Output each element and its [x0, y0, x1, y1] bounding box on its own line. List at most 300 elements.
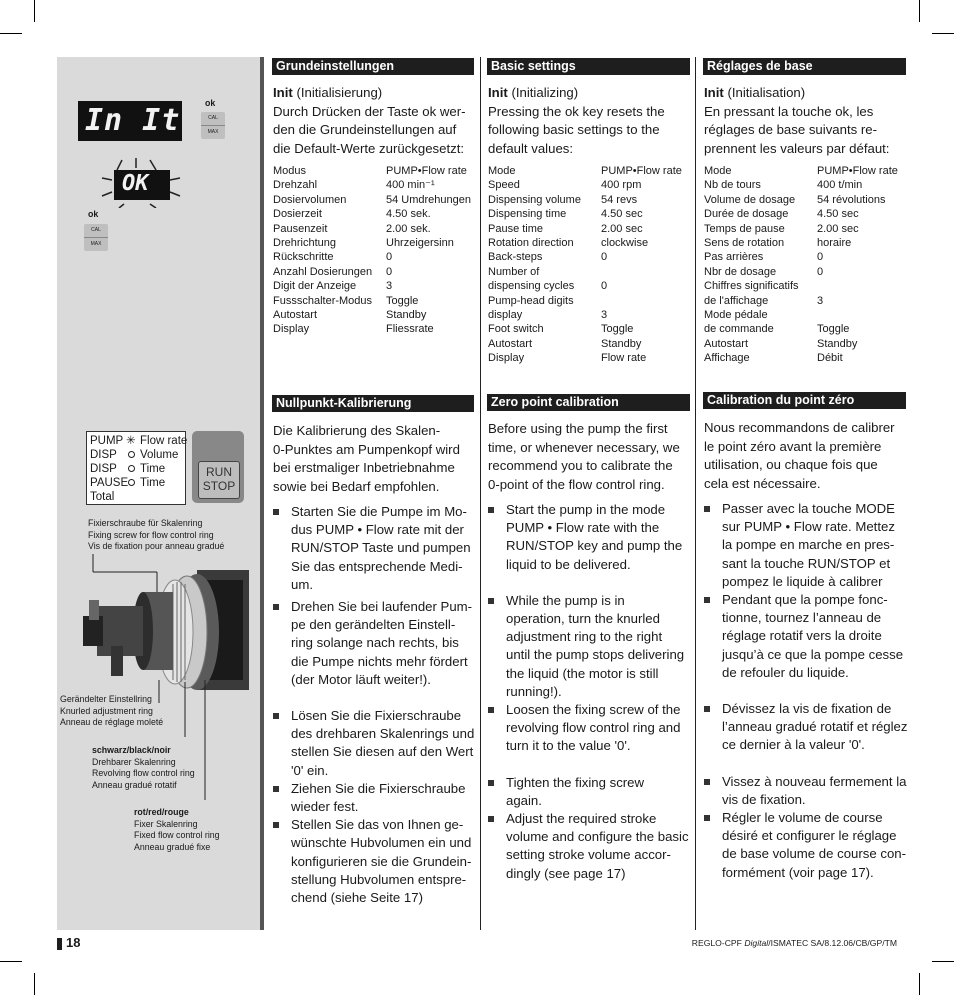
settings-row	[488, 164, 682, 178]
step-line: réglage rotatif vers la droite	[722, 628, 882, 644]
crop-mark	[919, 973, 920, 995]
setting-value: 0	[817, 251, 824, 264]
steps-list-en	[488, 501, 693, 883]
step-line: dus PUMP • Flow rate mit der	[291, 522, 464, 538]
setting-key: Mode	[704, 165, 732, 177]
step-line: Sie das entsprechende Medi-	[291, 558, 463, 574]
setting-value: 54 Umdrehungen	[386, 193, 472, 206]
setting-value: Uhrzeigersinn	[386, 237, 454, 250]
step-line: liquid to be delivered.	[506, 556, 631, 572]
step-line: formément (voir page 17).	[722, 864, 874, 880]
crop-mark	[932, 961, 954, 962]
step-line: jusqu’à ce que la pompe cesse	[722, 646, 904, 662]
step-item	[488, 774, 693, 810]
step-line: setting stroke volume accor-	[506, 847, 671, 863]
settings-row	[488, 265, 682, 279]
setting-value: 54 révolutions	[817, 193, 886, 206]
init-intro-de	[273, 84, 478, 158]
page-number: 18	[66, 935, 81, 950]
step-line: l’anneau gradué rotatif et réglez	[722, 719, 908, 735]
settings-row	[488, 250, 682, 264]
setting-value: 4.50 sec	[817, 208, 859, 221]
mode-right: Flow rate	[140, 435, 188, 447]
heading-zero-point: Zero point calibration	[487, 394, 690, 411]
settings-row	[704, 222, 898, 236]
settings-row	[273, 178, 471, 192]
lcd-init-text: In It	[85, 103, 181, 138]
step-line: sur PUMP • Flow rate. Mettez	[722, 519, 895, 535]
para-line: utilisation, ou chaque fois que	[704, 457, 878, 472]
mode-row	[90, 491, 114, 505]
setting-value: 4.50 sek.	[386, 208, 431, 221]
setting-value: 0	[817, 265, 824, 278]
page-number-marker	[57, 938, 62, 950]
steps-list-de	[273, 503, 478, 907]
step-line: die Pumpe nichts mehr fördert	[291, 653, 468, 669]
setting-key: Nbr de dosage	[704, 265, 777, 278]
settings-row	[488, 351, 682, 365]
setting-value: clockwise	[601, 237, 649, 250]
step-line: dingly (see page 17)	[506, 865, 626, 881]
setting-key: Number of	[488, 265, 540, 278]
intro-line: prennent les valeurs par défaut:	[704, 140, 890, 156]
settings-table-en	[488, 164, 682, 366]
intro-line: default values:	[488, 140, 574, 156]
red-ring-caption	[134, 807, 220, 853]
setting-value: 400 t/min	[817, 179, 863, 192]
caption-line: Revolving flow control ring	[92, 768, 195, 778]
setting-value: Standby	[817, 337, 858, 350]
heading-grundeinstellungen: Grundeinstellungen	[272, 58, 474, 75]
setting-key: Mode pédale	[704, 309, 768, 322]
caption-title: schwarz/black/noir	[92, 745, 171, 755]
step-item	[273, 598, 478, 689]
setting-key: Temps de pause	[704, 222, 785, 235]
step-item	[704, 809, 912, 882]
intro-line: den die Grundeinstellungen auf	[273, 122, 457, 137]
setting-value: Fliessrate	[386, 323, 434, 336]
setting-value	[601, 265, 682, 279]
step-line: the liquid (the motor is still	[506, 665, 659, 681]
run-label: RUN	[206, 465, 232, 479]
step-line: until the pump stops delivering	[506, 647, 685, 663]
heading-calibration-fr: Calibration du point zéro	[703, 392, 906, 409]
setting-value: horaire	[817, 237, 852, 250]
heading-basic-settings: Basic settings	[487, 58, 690, 75]
crop-mark	[932, 33, 954, 34]
step-item	[488, 810, 693, 883]
para-line: time, or whenever necessary, we	[488, 439, 680, 455]
settings-row	[704, 250, 898, 264]
setting-value: Standby	[601, 337, 642, 350]
mode-right: Time	[140, 463, 166, 475]
calibration-intro-en	[488, 420, 693, 494]
settings-row	[704, 164, 898, 178]
setting-key: Autostart	[273, 309, 318, 322]
setting-key: Drehrichtung	[273, 237, 336, 250]
step-line: um.	[291, 576, 313, 592]
lcd-display-ok	[114, 170, 170, 200]
step-item	[488, 592, 693, 701]
step-line: Tighten the fixing screw	[506, 774, 645, 790]
setting-value: 3	[386, 280, 393, 293]
step-item	[704, 591, 912, 682]
mode-indicator-panel	[86, 431, 186, 505]
setting-key: Rotation direction	[488, 237, 574, 250]
step-line: wieder fest.	[291, 799, 359, 815]
caption-line: Gerändelter Einstellring	[60, 694, 152, 704]
step-line: Start the pump in the mode	[506, 502, 666, 517]
para-line: Die Kalibrierung des Skalen-	[273, 423, 441, 438]
setting-key: Dispensing volume	[488, 193, 581, 206]
setting-value: PUMP•Flow rate	[817, 165, 898, 177]
settings-row	[488, 178, 682, 192]
setting-key: dispensing cycles	[488, 280, 575, 293]
step-line: Starten Sie die Pumpe im Mo-	[291, 504, 467, 519]
step-line: tionne, tournez l’anneau de	[722, 610, 882, 626]
calibration-intro-fr	[704, 419, 909, 493]
step-line: vis de fixation.	[722, 791, 806, 807]
setting-key: Pas arrières	[704, 251, 764, 264]
setting-value	[601, 294, 682, 308]
step-line: stellen Sie diesen auf den Wert	[291, 744, 474, 760]
step-line: ring solange nach rechts, bis	[291, 635, 459, 651]
settings-row	[704, 279, 898, 293]
setting-key: Dosiervolumen	[273, 193, 347, 206]
heading-reglages: Réglages de base	[703, 58, 906, 75]
lcd-ok-text: OK	[122, 171, 149, 196]
setting-key: Anzahl Dosierungen	[273, 265, 373, 278]
setting-value: 400 min⁻¹	[386, 179, 435, 192]
settings-row	[273, 294, 471, 308]
max-label: MAX	[84, 237, 108, 251]
step-item	[704, 500, 912, 591]
init-paren: (Initializing)	[507, 85, 579, 100]
setting-value: Flow rate	[601, 352, 647, 365]
setting-key: Durée de dosage	[704, 208, 789, 221]
setting-value	[817, 279, 898, 293]
setting-value: 2.00 sek.	[386, 222, 431, 235]
setting-key: Dispensing time	[488, 208, 567, 221]
setting-key: Mode	[488, 165, 516, 177]
step-item	[704, 700, 912, 755]
settings-row	[704, 337, 898, 351]
settings-row	[273, 250, 471, 264]
setting-value: PUMP•Flow rate	[386, 165, 467, 177]
ok-cal-button-top[interactable]	[201, 112, 225, 139]
setting-key: Digit der Anzeige	[273, 280, 357, 293]
settings-row	[488, 308, 682, 322]
step-item	[704, 773, 912, 809]
lcd-display-init	[78, 101, 182, 141]
mode-left: PAUSE	[90, 477, 129, 489]
step-line: Dévissez la vis de fixation de	[722, 701, 892, 717]
step-line: Stellen Sie das von Ihnen ge-	[291, 817, 464, 833]
led-icon	[128, 451, 135, 458]
caption-line: Fixing screw for flow control ring	[88, 529, 214, 540]
calibration-intro-de	[273, 422, 478, 496]
step-item	[488, 701, 693, 756]
ok-cal-button-bottom[interactable]	[84, 224, 108, 251]
settings-row	[488, 236, 682, 250]
setting-key: Pump-head digits	[488, 294, 574, 307]
document-reference	[692, 938, 897, 948]
step-line: la pompe en marche en pres-	[722, 537, 895, 553]
settings-row	[704, 308, 898, 322]
step-line: désiré et configurer le réglage	[722, 828, 897, 844]
step-line: Lösen Sie die Fixierschraube	[291, 708, 462, 724]
intro-line: Durch Drücken der Taste ok wer-	[273, 103, 466, 119]
led-icon	[128, 465, 135, 472]
step-line: Ziehen Sie die Fixierschraube	[291, 780, 466, 796]
step-line: RUN/STOP key and pump the	[506, 538, 683, 554]
setting-value: 0	[601, 251, 608, 264]
para-line: Nous recommandons de calibrer	[704, 420, 895, 435]
step-line: des drehbaren Skalenrings und	[291, 726, 475, 742]
setting-key: Autostart	[704, 337, 749, 350]
ref-em: Digital	[744, 938, 769, 948]
para-line: cela est nécessaire.	[704, 475, 821, 491]
step-line: Passer avec la touche MODE	[722, 501, 895, 516]
steps-list-fr	[704, 500, 912, 882]
caption-line: Anneau gradué fixe	[134, 841, 211, 852]
para-line: Before using the pump the first	[488, 421, 668, 436]
settings-row	[704, 236, 898, 250]
caption-line: Knurled adjustment ring	[60, 705, 153, 716]
intro-line: Pressing the ok key resets the	[488, 103, 665, 119]
step-line: Drehen Sie bei laufender Pum-	[291, 599, 473, 615]
setting-value: 3	[817, 294, 824, 307]
settings-table-de	[273, 164, 471, 337]
caption-line: Fixer Skalenring	[134, 818, 198, 829]
settings-row	[704, 178, 898, 192]
led-icon	[128, 479, 135, 486]
crop-mark	[34, 973, 35, 995]
fixing-screw-caption	[88, 518, 224, 553]
settings-row	[488, 222, 682, 236]
step-line: Pendant que la pompe fonc-	[722, 592, 888, 608]
step-line: turn it to the value '0'.	[506, 738, 631, 754]
settings-row	[704, 322, 898, 336]
step-line: again.	[506, 792, 542, 808]
setting-key: Fussschalter-Modus	[273, 294, 373, 307]
init-line	[488, 84, 693, 103]
setting-value: 0	[386, 265, 393, 278]
setting-value: Standby	[386, 309, 427, 322]
caption-title: rot/red/rouge	[134, 807, 189, 817]
mode-right: Time	[140, 477, 166, 489]
step-line: adjustment ring to the right	[506, 629, 663, 645]
column-divider	[480, 57, 481, 930]
settings-table-fr	[704, 164, 898, 366]
step-line: volume and configure the basic	[506, 829, 689, 845]
setting-value: 0	[601, 280, 608, 293]
step-line: pompez le liquide à calibrer	[722, 573, 883, 589]
setting-key: Modus	[273, 165, 307, 177]
setting-value: 54 revs	[601, 193, 638, 206]
step-item	[488, 501, 693, 574]
panel-divider	[260, 57, 264, 930]
caption-line: Fixierschraube für Skalenring	[88, 518, 203, 528]
caption-line: Drehbarer Skalenring	[92, 756, 176, 767]
step-line: sant la touche RUN/STOP et	[722, 555, 891, 571]
setting-value: 400 rpm	[601, 179, 642, 192]
settings-row	[488, 337, 682, 351]
setting-key: Rückschritte	[273, 251, 334, 264]
settings-row	[704, 294, 898, 308]
mode-left: DISP	[90, 449, 117, 461]
stop-label: STOP	[202, 479, 236, 493]
mode-right: Volume	[140, 449, 179, 461]
init-paren: (Initialisation)	[723, 85, 806, 100]
run-stop-button[interactable]	[192, 431, 244, 503]
setting-key: Speed	[488, 179, 520, 192]
crop-mark	[919, 0, 920, 22]
ref-pre: REGLO-CPF	[691, 938, 745, 948]
cal-label: CAL	[91, 227, 101, 233]
step-line: chend (siehe Seite 17)	[291, 890, 423, 906]
step-line: pe den gerändelten Einstell-	[291, 617, 456, 633]
step-line: operation, turn the knurled	[506, 611, 660, 627]
step-item	[273, 816, 478, 907]
intro-line: réglages de base suivants re-	[704, 122, 878, 137]
caption-line: Anneau gradué rotatif	[92, 779, 177, 790]
black-ring-caption	[92, 745, 195, 791]
step-line: PUMP • Flow rate with the	[506, 520, 660, 536]
init-bold: Init	[273, 85, 293, 100]
flash-led-icon: ✳	[126, 435, 136, 447]
settings-row	[273, 308, 471, 322]
step-line: (der Motor läuft weiter!).	[291, 671, 431, 687]
setting-value: Débit	[817, 352, 843, 365]
column-divider	[695, 57, 696, 930]
step-line: revolving flow control ring and	[506, 720, 681, 736]
para-line: le point zéro avant la première	[704, 438, 882, 454]
setting-key: Chiffres significatifs	[704, 280, 799, 293]
step-line: Vissez à nouveau fermement la	[722, 773, 907, 789]
step-line: Loosen the fixing screw of the	[506, 702, 681, 718]
mode-left: Total	[90, 491, 115, 503]
step-item	[273, 707, 478, 780]
settings-row	[704, 193, 898, 207]
settings-row	[273, 322, 471, 336]
setting-key: Autostart	[488, 337, 533, 350]
mode-left: DISP	[90, 463, 117, 475]
para-line: recommend you to calibrate the	[488, 458, 673, 473]
para-line: 0-point of the flow control ring.	[488, 476, 665, 492]
setting-key: Foot switch	[488, 323, 544, 336]
crop-mark	[34, 0, 35, 22]
settings-row	[704, 207, 898, 221]
step-line: RUN/STOP Taste und pumpen	[291, 540, 471, 556]
setting-key: Pause time	[488, 222, 544, 235]
settings-row	[273, 222, 471, 236]
step-line: de base volume de course con-	[722, 846, 907, 862]
para-line: sowie bei Bedarf empfohlen.	[273, 478, 440, 494]
ok-label-top: ok	[205, 98, 216, 108]
step-line: stellung Hubvolumen entspre-	[291, 871, 467, 887]
settings-row	[488, 322, 682, 336]
setting-value: 0	[386, 251, 393, 264]
step-line: Adjust the required stroke	[506, 811, 657, 827]
caption-line: Fixed flow control ring	[134, 830, 220, 840]
settings-row	[488, 193, 682, 207]
settings-row	[704, 351, 898, 365]
init-bold: Init	[488, 85, 508, 100]
intro-line: die Default-Werte zurückgesetzt:	[273, 140, 465, 156]
settings-row	[273, 279, 471, 293]
settings-row	[488, 294, 682, 308]
step-line: running!).	[506, 683, 562, 699]
setting-key: Drehzahl	[273, 179, 318, 192]
setting-key: Display	[273, 323, 310, 336]
settings-row	[273, 164, 471, 178]
setting-value: 2.00 sec	[817, 222, 859, 235]
step-item	[273, 780, 478, 816]
crop-mark	[0, 33, 22, 34]
caption-line: Anneau de réglage moleté	[60, 717, 164, 727]
setting-value	[817, 308, 898, 322]
setting-key: Pausenzeit	[273, 222, 328, 235]
setting-key: Back-steps	[488, 251, 543, 264]
step-line: ce dernier à la valeur '0'.	[722, 737, 865, 753]
intro-line: following basic settings to the	[488, 122, 660, 137]
setting-key: de commande	[704, 323, 774, 336]
step-line: While the pump is in	[506, 592, 625, 608]
settings-row	[704, 265, 898, 279]
setting-value: 3	[601, 309, 608, 322]
settings-row	[273, 193, 471, 207]
max-label: MAX	[201, 125, 225, 139]
setting-key: display	[488, 309, 523, 322]
para-line: bei erstmaliger Inbetriebnahme	[273, 460, 455, 475]
settings-row	[273, 207, 471, 221]
setting-value: 4.50 sec	[601, 208, 643, 221]
mode-row	[90, 449, 178, 463]
setting-key: Nb de tours	[704, 179, 761, 192]
settings-row	[488, 207, 682, 221]
settings-row	[273, 265, 471, 279]
para-line: 0-Punktes am Pumpenkopf wird	[273, 441, 460, 457]
init-intro-fr	[704, 84, 909, 158]
setting-value: 2.00 sec	[601, 222, 643, 235]
knurled-ring-caption	[60, 694, 163, 729]
init-line	[273, 84, 478, 103]
setting-key: Volume de dosage	[704, 193, 796, 206]
step-line: Régler le volume de course	[722, 810, 883, 826]
step-item	[273, 503, 478, 594]
heading-nullpunkt: Nullpunkt-Kalibrierung	[272, 395, 474, 412]
cal-label: CAL	[208, 115, 218, 121]
setting-key: de l'affichage	[704, 294, 769, 307]
mode-left: PUMP	[90, 435, 124, 447]
setting-value: Toggle	[817, 323, 850, 336]
settings-row	[273, 236, 471, 250]
setting-key: Display	[488, 352, 525, 365]
setting-value: Toggle	[601, 323, 634, 336]
step-line: de refouler du liquide.	[722, 664, 849, 680]
mode-row	[90, 477, 165, 491]
intro-line: En pressant la touche ok, les	[704, 103, 874, 119]
ref-post: /ISMATEC SA/8.12.06/CB/GP/TM	[768, 938, 897, 948]
mode-row	[90, 435, 187, 449]
ok-label-bottom: ok	[88, 209, 99, 219]
step-line: '0' ein.	[291, 762, 329, 778]
init-line	[704, 84, 909, 103]
setting-key: Dosierzeit	[273, 208, 322, 221]
init-paren: (Initialisierung)	[292, 85, 383, 100]
crop-mark	[0, 961, 22, 962]
